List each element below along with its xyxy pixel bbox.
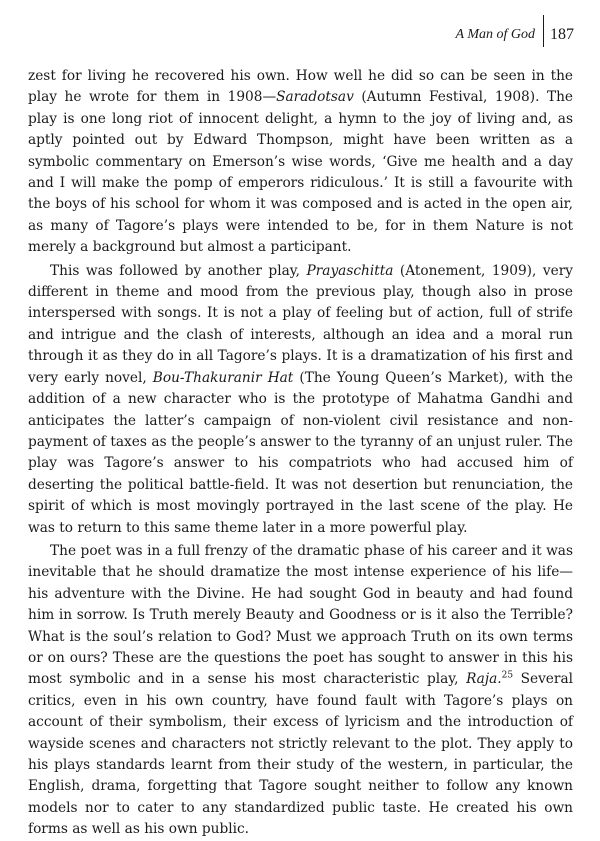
footnote-marker[interactable]: 25	[501, 670, 514, 681]
play-title-saradotsav: Saradotsav	[276, 89, 354, 106]
paragraph-1	[28, 66, 573, 259]
text-run: This was followed by another play,	[50, 262, 307, 279]
play-title-raja: Raja.	[466, 671, 502, 688]
novel-title-bou-thakuranir-hat: Bou-Thakuranir Hat	[152, 369, 294, 386]
play-title-prayaschitta: Prayaschitta	[306, 262, 394, 279]
running-header	[456, 22, 574, 48]
paragraph-3	[28, 541, 573, 841]
paragraph-2	[28, 261, 573, 539]
text-run: Several critics, even in his own country, have found fault with Tagore’s plays on account of their symbolism, their excess of lyricism and the introduction of wayside scenes and characters not strictly relevant to the plot. They apply to his plays standards learnt from their study of the western, in particular, the English, drama, forgetting that Tagore sought neither to follow any known models nor to cater to any standardized public taste. He created his own forms as well as his own public.	[28, 671, 573, 838]
header-divider	[543, 15, 544, 47]
page-number: 187	[550, 26, 574, 43]
text-run: (Autumn Festival, 1908). The play is one long riot of innocent delight, a hymn to the joy of living and, as aptly pointed out by Edward Thompson, might have been written as a symbolic commentary on Emerson’s wise words, ‘Give me health and a day and I will make the pomp of emperors ridiculous.’ It is still a favourite with the boys of his school for whom it was composed and is acted in the open air, as many of Tagore’s plays were intended to be, for in them Nature is not merely a background but almost a participant.	[28, 89, 573, 256]
text-run: The poet was in a full frenzy of the dramatic phase of his career and it was inevitable that he should dramatize the most intense experience of his life—his adventure with the Divine. He had sought God in beauty and had found him in sorrow. Is Truth merely Beauty and Goodness or is it also the Terrible? What is the soul’s relation to God? Must we approach Truth on its own terms or on ours? These are the questions the poet has sought to answer in this his most symbolic and in a sense his most characteristic play,	[28, 542, 573, 688]
text-run: zest for living he recovered his own. How well he did so can be seen in the play he wrote for them in 1908—	[28, 68, 573, 106]
body-text	[28, 66, 573, 841]
text-run: (Atonement, 1909), very different in theme and mood from the previous play, though also in prose interspersed with songs. It is not a play of feeling but of action, full of strife and intrigue and the clash of interests, although an idea and a moral run through it as they do in all Tagore’s plays. It is a dramatization of his first and very early novel,	[28, 262, 573, 386]
text-run: (The Young Queen’s Market), with the addition of a new character who is the prototype of Mahatma Gandhi and anticipates the latter’s campaign of non-violent civil resistance and non-payment of taxes as the people’s answer to the tyranny of an unjust ruler. The play was Tagore’s answer to his compatriots who had accused him of deserting the political battle-field. It was not desertion but renunciation, the spirit of which is most movingly portrayed in the last scene of the play. He was to return to this same theme later in a more powerful play.	[28, 369, 573, 536]
running-title: A Man of God	[455, 27, 535, 42]
